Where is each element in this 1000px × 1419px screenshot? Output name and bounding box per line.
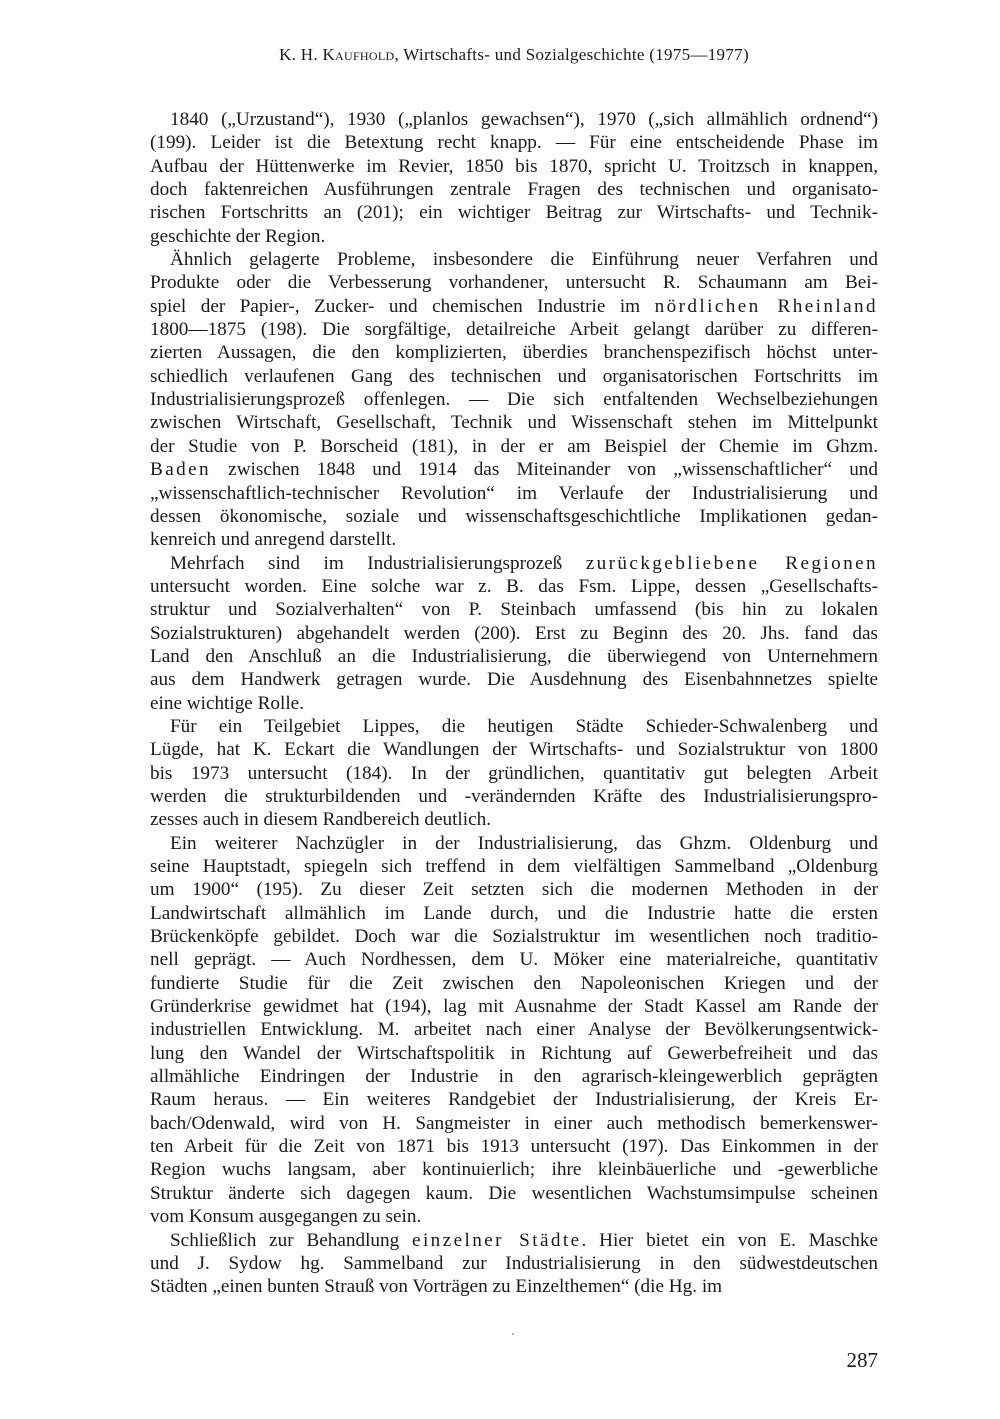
text-line (150, 1042, 878, 1065)
text-line (150, 341, 878, 364)
text-segment: lung den Wandel der Wirtschaftspolitik in Richtung auf Gewerbefreiheit und das (150, 1042, 878, 1064)
text-segment: um 1900“ (195). Zu dieser Zeit setzten sich die modernen Methoden in der (150, 879, 878, 901)
header-author-initials: K. H. (279, 45, 318, 64)
text-line (150, 271, 878, 294)
text-line (150, 1229, 878, 1252)
text-line (150, 1252, 878, 1275)
text-line (150, 1065, 878, 1088)
text-segment: ten Arbeit für die Zeit von 1871 bis 1913 untersucht (197). Das Einkommen in der (150, 1136, 878, 1158)
text-segment: 1840 („Urzustand“), 1930 („planlos gewachsen“), 1970 („sich allmählich ordnend“) (170, 109, 878, 130)
text-segment: seine Hauptstadt, spiegeln sich treffend in dem vielfältigen Sammelband „Oldenburg (150, 856, 878, 877)
text-line (150, 131, 878, 154)
text-line (150, 108, 878, 131)
text-segment: (199). Leider ist die Betextung recht knapp. — Für eine entscheidende Phase im (150, 132, 878, 154)
text-line (150, 902, 878, 925)
text-line (150, 1158, 878, 1181)
spaced-emphasis: nördlichen Rheinland (654, 295, 878, 317)
text-segment: industriellen Entwicklung. M. arbeitet nach einer Analyse der Bevölkerungsentwick- (150, 1019, 878, 1041)
text-segment: doch faktenreichen Ausführungen zentrale Fragen des technischen und organisato- (150, 179, 878, 201)
text-line (150, 411, 878, 434)
header-author-surname: Kaufhold, (322, 45, 400, 64)
text-segment: Land den Anschluß an die Industrialisierung, die überwiegend von Unternehmern (150, 645, 878, 667)
text-line (150, 575, 878, 598)
text-segment: Für ein Teilgebiet Lippes, die heutigen Städte Schieder-Schwalenberg und (170, 715, 878, 737)
text-segment: Brückenköpfe gebildet. Doch war die Sozialstruktur im wesentlichen noch traditio- (150, 926, 878, 948)
text-line (150, 1088, 878, 1111)
text-line (150, 552, 878, 575)
text-segment: bach/Odenwald, wird von H. Sangmeister in einer auch methodisch bemerkenswer- (150, 1112, 878, 1134)
text-line (150, 318, 878, 341)
text-segment: werden die strukturbildenden und -verändernden Kräfte des Industrialisierungspro- (150, 785, 878, 807)
text-line (150, 622, 878, 645)
text-segment: nell geprägt. — Auch Nordhessen, dem U. Möker eine materialreiche, quantitativ (150, 949, 878, 971)
text-segment: Mehrfach sind im Industrialisierungsprozeß (170, 552, 586, 574)
text-segment: Sozialstrukturen) abgehandelt werden (200). Erst zu Beginn des 20. Jhs. fand das (150, 622, 878, 644)
paragraph (150, 248, 878, 551)
text-line (150, 178, 878, 201)
paragraph (150, 715, 878, 832)
text-segment: schiedlich verlaufenen Gang des technischen und organisatorischen Fortschritts im (150, 365, 878, 387)
text-segment: und J. Sydow hg. Sammelband zur Industrialisierung in den südwestdeutschen (150, 1252, 878, 1274)
text-line (150, 855, 878, 878)
text-segment: Gründerkrise gewidmet hat (194), lag mit Ausnahme der Stadt Kassel am Rande der (150, 996, 878, 1018)
text-line (150, 225, 878, 248)
text-segment: Region wuchs langsam, aber kontinuierlich; ihre kleinbäuerliche und -gewerbliche (150, 1159, 878, 1181)
text-segment: Lügde, hat K. Eckart die Wandlungen der Wirtschafts- und Sozialstruktur von 1800 (150, 739, 878, 761)
text-line (150, 1018, 878, 1041)
text-segment: vom Konsum ausgegangen zu sein. (150, 1206, 422, 1228)
text-segment: 1800—1875 (198). Die sorgfältige, detailreiche Arbeit gelangt darüber zu differen- (150, 319, 878, 341)
text-line (150, 692, 878, 715)
text-line (150, 388, 878, 411)
paragraph (150, 108, 878, 248)
text-line (150, 365, 878, 388)
text-line (150, 832, 878, 855)
text-segment: der Studie von P. Borscheid (181), in der er am Beispiel der Chemie im Ghzm. (150, 435, 878, 457)
text-segment: Ein weiterer Nachzügler in der Industrialisierung, das Ghzm. Oldenburg und (170, 832, 878, 854)
spaced-emphasis: einzelner Städte (412, 1229, 582, 1251)
text-segment: bis 1973 untersucht (184). In der gründlichen, quantitativ gut belegten Arbeit (150, 762, 878, 784)
text-segment: aus dem Handwerk getragen wurde. Die Ausdehnung des Eisenbahnnetzes spielte (150, 669, 878, 691)
text-segment: Ähnlich gelagerte Probleme, insbesondere die Einführung neuer Verfahren und (170, 249, 878, 271)
text-segment: dessen ökonomische, soziale und wissenschaftsgeschichtliche Implikationen gedan- (150, 505, 878, 527)
text-segment: eine wichtige Rolle. (150, 692, 304, 714)
paragraph (150, 1229, 878, 1299)
text-line (150, 948, 878, 971)
header-journal-title: Wirtschafts- und Sozialgeschichte (1975—1977) (403, 45, 749, 64)
paragraph (150, 832, 878, 1229)
text-line (150, 1112, 878, 1135)
text-line (150, 1182, 878, 1205)
text-line (150, 738, 878, 761)
text-segment: Produkte oder die Verbesserung vorhandener, untersucht R. Schaumann am Bei- (150, 272, 878, 294)
text-line (150, 925, 878, 948)
body-text (150, 108, 878, 1299)
text-line (150, 295, 878, 318)
text-line (150, 995, 878, 1018)
text-segment: spiel der Papier-, Zucker- und chemischen Industrie im (150, 295, 655, 317)
running-header (150, 45, 878, 65)
print-speck (512, 1333, 514, 1335)
text-segment: zierten Aussagen, die den komplizierten, überdies branchenspezifisch höchst unter- (150, 342, 878, 364)
text-line (150, 528, 878, 551)
text-segment: zesses auch in diesem Randbereich deutlich. (150, 809, 491, 831)
text-line (150, 201, 878, 224)
text-line (150, 1135, 878, 1158)
text-segment: Städten „einen bunten Strauß von Vorträgen zu Einzelthemen“ (die Hg. im (150, 1276, 723, 1298)
text-line (150, 715, 878, 738)
text-segment: fundierte Studie für die Zeit zwischen den Napoleonischen Kriegen und der (150, 972, 878, 994)
text-line (150, 785, 878, 808)
text-line (150, 458, 878, 481)
text-segment: Aufbau der Hüttenwerke im Revier, 1850 bis 1870, spricht U. Troitzsch in knappen, (150, 155, 878, 177)
paragraph (150, 552, 878, 715)
text-segment: Raum heraus. — Ein weiteres Randgebiet der Industrialisierung, der Kreis Er- (150, 1089, 878, 1111)
text-line (150, 645, 878, 668)
text-segment: . Hier bietet ein von E. Maschke (581, 1229, 878, 1251)
text-segment: Landwirtschaft allmählich im Lande durch, und die Industrie hatte die ersten (150, 902, 878, 924)
text-segment: rischen Fortschritts an (201); ein wichtiger Beitrag zur Wirtschafts- und Technik- (150, 202, 878, 224)
text-segment: „wissenschaftlich-technischer Revolution“ im Verlaufe der Industrialisierung und (150, 482, 878, 504)
text-segment: untersucht worden. Eine solche war z. B. das Fsm. Lippe, dessen „Gesellschafts- (150, 575, 878, 597)
text-segment: struktur und Sozialverhalten“ von P. Steinbach umfassend (bis hin zu lokalen (150, 599, 878, 621)
text-line (150, 668, 878, 691)
text-segment: Struktur änderte sich dagegen kaum. Die wesentlichen Wachstumsimpulse scheinen (150, 1182, 878, 1204)
text-line (150, 972, 878, 995)
text-segment: geschichte der Region. (150, 225, 326, 247)
text-segment: allmähliche Eindringen der Industrie in den agrarisch-kleingewerblich geprägten (150, 1066, 878, 1088)
text-line (150, 155, 878, 178)
text-line (150, 482, 878, 505)
text-segment: zwischen Wirtschaft, Gesellschaft, Technik und Wissenschaft stehen im Mittelpunkt (150, 412, 878, 434)
spaced-emphasis: Baden (150, 459, 212, 481)
spaced-emphasis: zurückgebliebene Regionen (585, 552, 878, 574)
text-line (150, 505, 878, 528)
text-line (150, 598, 878, 621)
text-line (150, 878, 878, 901)
text-line (150, 1275, 878, 1298)
text-segment: Industrialisierungsprozeß offenlegen. — Die sich entfaltenden Wechselbeziehungen (150, 389, 878, 411)
text-line (150, 248, 878, 271)
text-line (150, 1205, 878, 1228)
text-line (150, 762, 878, 785)
text-segment: zwischen 1848 und 1914 das Miteinander von „wissenschaftlicher“ und (211, 459, 878, 481)
text-segment: Schließlich zur Behandlung (170, 1229, 413, 1251)
page-number: 287 (846, 1348, 878, 1372)
text-line (150, 435, 878, 458)
text-segment: kenreich und anregend darstellt. (150, 529, 397, 551)
text-line (150, 808, 878, 831)
